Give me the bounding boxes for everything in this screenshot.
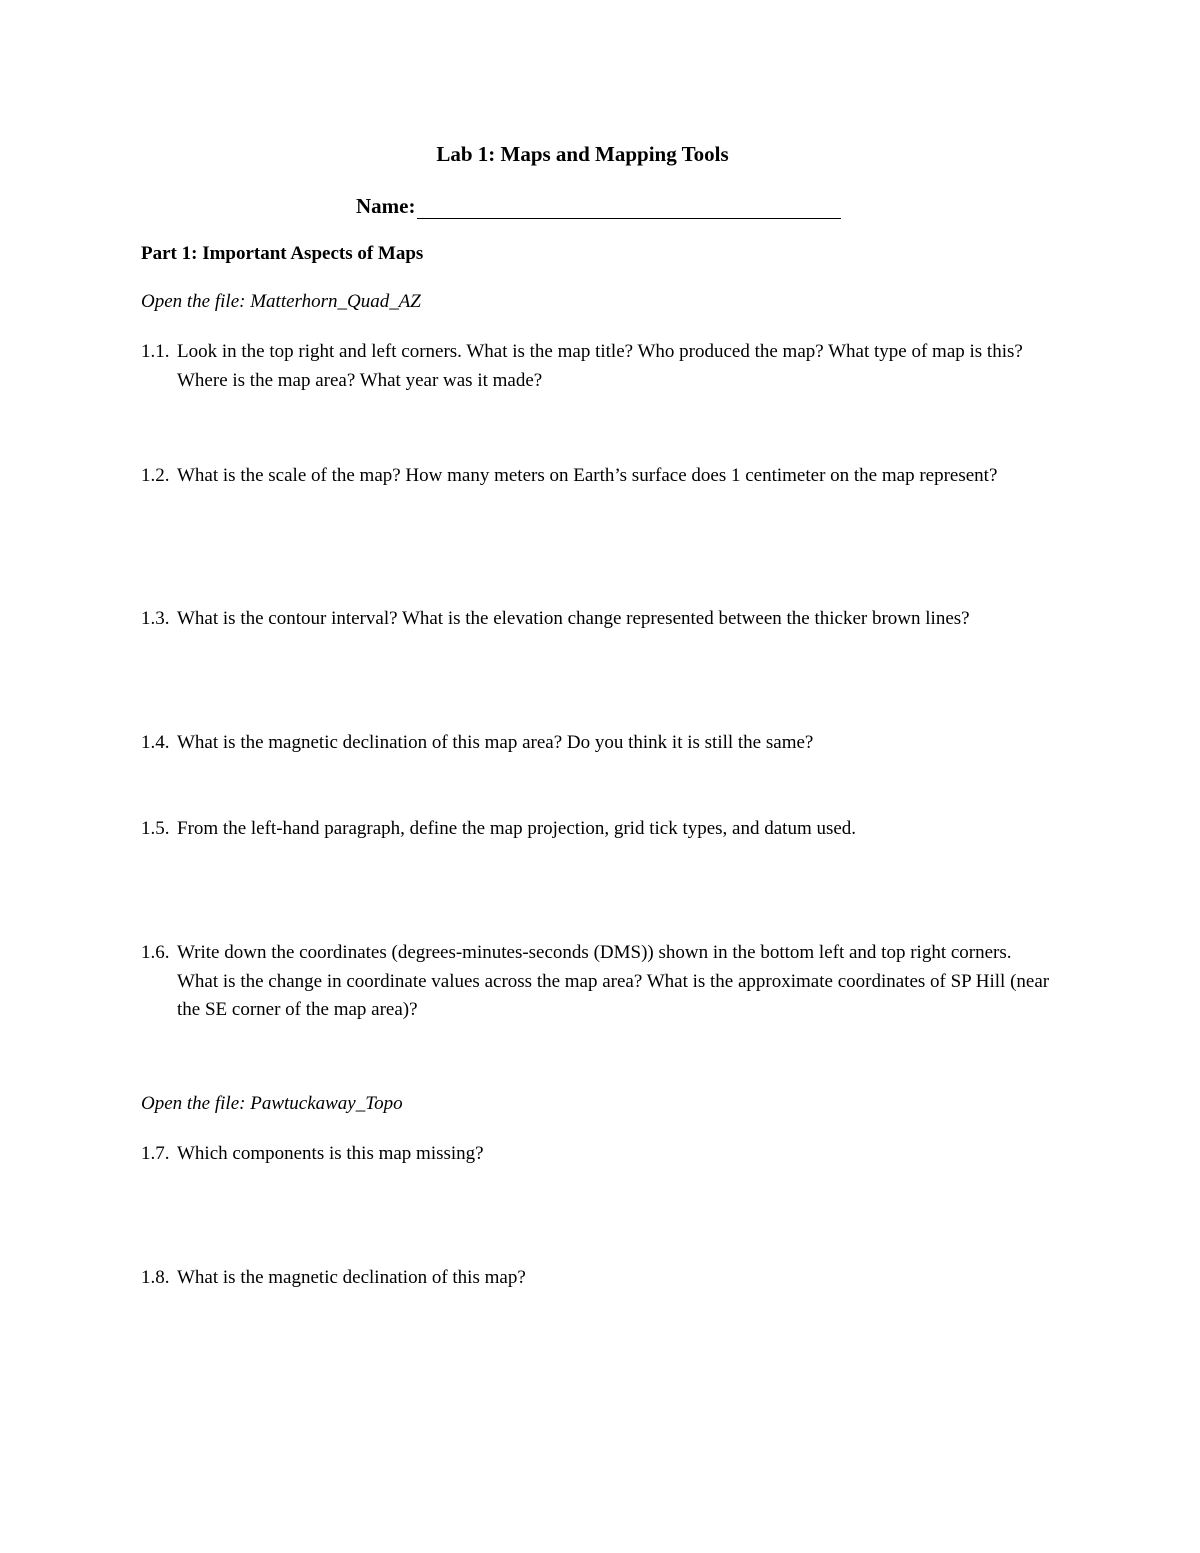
question-1-2 <box>141 462 1056 491</box>
question-1-3 <box>141 605 1056 634</box>
question-1-4 <box>141 729 1056 758</box>
document-title: Lab 1: Maps and Mapping Tools <box>436 142 729 166</box>
question-text: Write down the coordinates (degrees-minutes-seconds (DMS)) shown in the bottom left and top right corners. What is the change in coordinate values across the map area? What is the approximate coordinates of SP Hill (near the SE corner of the map area)? <box>177 942 1050 1020</box>
question-number: 1.3. <box>141 608 170 629</box>
question-number: 1.6. <box>141 942 170 963</box>
question-1-1 <box>141 338 1056 395</box>
part1-heading: Part 1: Important Aspects of Maps <box>141 243 424 264</box>
question-number: 1.4. <box>141 732 170 753</box>
name-label: Name: <box>356 194 416 218</box>
name-blank-line[interactable] <box>417 196 841 219</box>
file-instruction-2: Open the file: Pawtuckaway_Topo <box>141 1093 403 1114</box>
name-field-row <box>356 194 841 219</box>
question-text: What is the scale of the map? How many meters on Earth’s surface does 1 centimeter on the map represent? <box>177 465 998 486</box>
question-1-5 <box>141 815 1056 844</box>
question-number: 1.8. <box>141 1267 170 1288</box>
question-1-7 <box>141 1140 1056 1169</box>
file-instruction-1: Open the file: Matterhorn_Quad_AZ <box>141 291 421 312</box>
question-text: What is the magnetic declination of this map area? Do you think it is still the same? <box>177 732 814 753</box>
question-number: 1.1. <box>141 341 170 362</box>
question-number: 1.2. <box>141 465 170 486</box>
question-text: What is the magnetic declination of this map? <box>177 1267 526 1288</box>
question-number: 1.7. <box>141 1143 170 1164</box>
question-text: From the left-hand paragraph, define the map projection, grid tick types, and datum used. <box>177 818 857 839</box>
question-1-8 <box>141 1264 1056 1293</box>
question-text: Look in the top right and left corners. What is the map title? Who produced the map? What type of map is this? Where is the map area? What year was it made? <box>177 341 1023 391</box>
question-1-6 <box>141 939 1056 1025</box>
question-number: 1.5. <box>141 818 170 839</box>
question-text: What is the contour interval? What is the elevation change represented between the thicker brown lines? <box>177 608 970 629</box>
question-text: Which components is this map missing? <box>177 1143 484 1164</box>
